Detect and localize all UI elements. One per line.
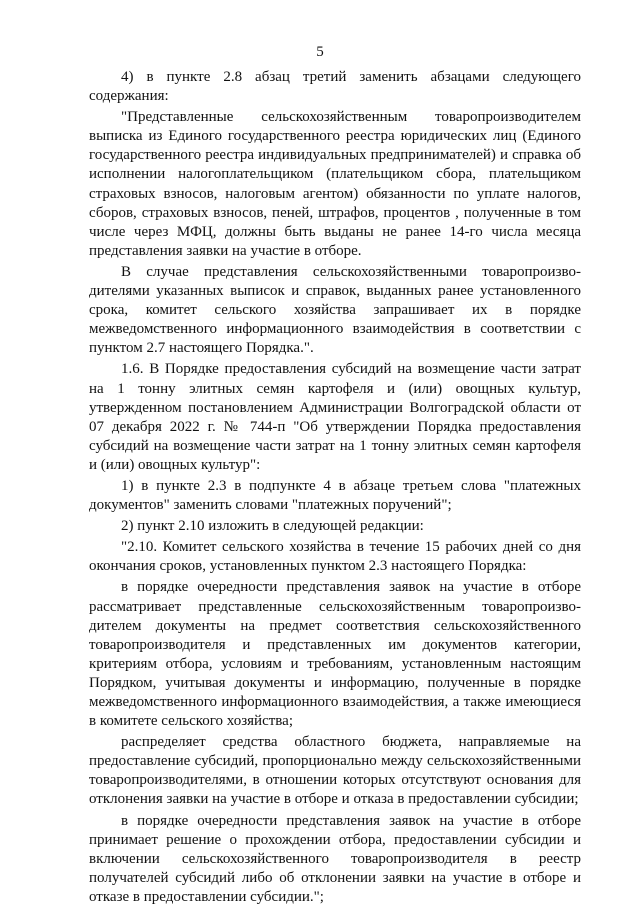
paragraph-item-4-intro: 4) в пункте 2.8 абзац третий заменить абзацами следующего содержания:	[89, 69, 581, 105]
paragraph-item-2: 2) пункт 2.10 изложить в следующей редакции:	[121, 518, 424, 535]
paragraph-section-1-6: 1.6. В Порядке предоставления субсидий на возмещение части затрат на 1 тонну элитных семян картофеля и (или) овощных культур, утвержденном постановлением Администрации Волгоградской области от 07 декабря 2022 г. № 744-п "Об утверждении Порядка предоставления субсидий на возмещение части затрат на 1 тонну элитных семян картофеля и (или) овощных культур":	[89, 361, 581, 473]
paragraph-distribution: распределяет средства областного бюджета, направляемые на предоставление субсидий, пропорционально между сельскохозяйственными товаропроизводителями, в отношении которых отсутствуют основания для отклонения заявки на участие в отборе и отказа в предоставлении субсидии;	[89, 734, 581, 808]
document-body	[89, 68, 581, 909]
paragraph-review: в порядке очередности представления заявок на участие в отборе рассматривает представленные сельскохозяйственным товаропроизводителем документы на предмет соответствия сельскохозяйственного товаропроизводителя и представленных им документов категории, критериям отбора, условиям и требованиям, установленным настоящим Порядком, учитывая документы и информацию, полученные в порядке межведомственного информационного взаимодействия, а также имеющиеся в комитете сельского хозяйства;	[89, 579, 581, 730]
page-number: 5	[316, 44, 324, 60]
paragraph-quoted-extract: "Представленные сельскохозяйственным товаропроизводителем выписка из Единого государственного реестра юридических лиц (Единого государственного реестра индивидуальных предпринимателей) и справка об исполнении налогоплательщиком (плательщиком сбора, плательщиком страховых взносов, налоговым агентом) обязанности по уплате налогов, сборов, страховых взносов, пеней, штрафов, процентов , полученные в том числе через МФЦ, должны быть выданы не ранее 14-го числа месяца представления заявки на участие в отборе.	[89, 109, 581, 259]
paragraph-decision: в порядке очередности представления заявок на участие в отборе принимает решение о прохождении отбора, предоставлении субсидии и включении сельскохозяйственного товаропроизводителя в реестр получателей субсидий либо об отклонении заявки на участие в отборе и отказе в предоставлении субсидии.";	[89, 812, 581, 905]
paragraph-2-10: "2.10. Комитет сельского хозяйства в течение 15 рабочих дней со дня окончания сроков, установленных пунктом 2.3 настоящего Порядка:	[89, 539, 581, 575]
paragraph-late-documents: В случае представления сельскохозяйственными товаропроизводителями указанных выписок и справок, выданных ранее установленного срока, комитет сельского хозяйства запрашивает их в порядке межведомственного информационного взаимодействия в соответствии с пунктом 2.7 настоящего Порядка.".	[89, 263, 581, 357]
paragraph-item-1: 1) в пункте 2.3 в подпункте 4 в абзаце третьем слова "платежных документов" заменить словами "платежных поручений";	[89, 477, 581, 514]
